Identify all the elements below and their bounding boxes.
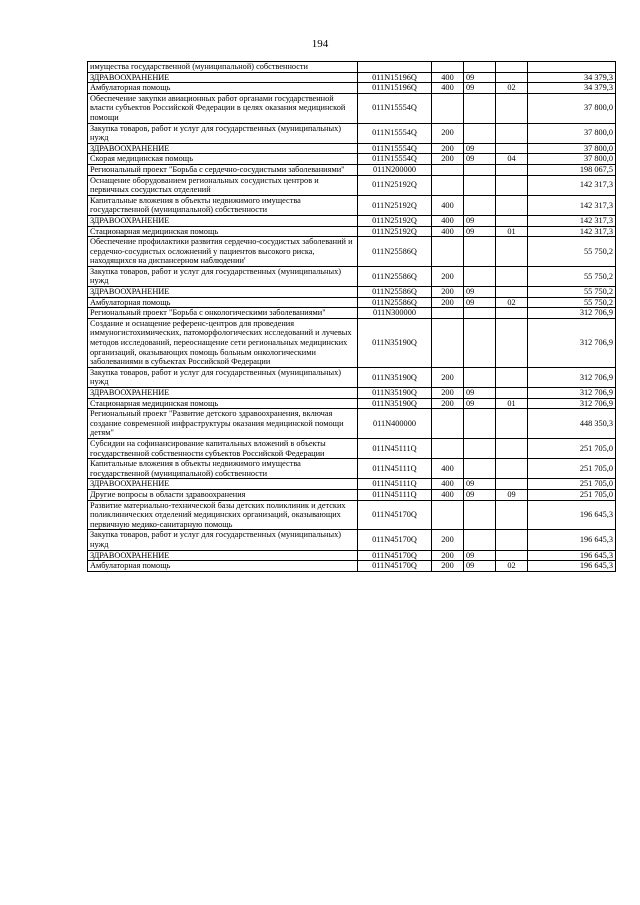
table-row bbox=[88, 287, 616, 298]
cell-sum: 312 706,9 bbox=[528, 308, 616, 319]
cell-name: Амбулаторная помощь bbox=[88, 561, 358, 572]
cell-name: Региональный проект "Борьба с сердечно-сосудистыми заболеваниями" bbox=[88, 164, 358, 175]
cell-name: Региональный проект "Развитие детского здравоохранения, включая создание современной инфраструктуры оказания медицинской помощи детям" bbox=[88, 409, 358, 439]
cell-csr bbox=[358, 62, 432, 73]
cell-name: Обеспечение профилактики развития сердечно-сосудистых заболеваний и сердечно-сосудистых осложнений у пациентов высокого риска, находящихся на диспансерном наблюдении' bbox=[88, 237, 358, 267]
page-number: 194 bbox=[311, 38, 329, 50]
cell-rz: 09 bbox=[464, 479, 496, 490]
cell-name: Капитальные вложения в объекты недвижимого имущества государственной (муниципальной) собственности bbox=[88, 195, 358, 215]
cell-pr bbox=[496, 287, 528, 298]
cell-vr: 200 bbox=[432, 398, 464, 409]
cell-vr: 400 bbox=[432, 215, 464, 226]
cell-vr: 200 bbox=[432, 297, 464, 308]
cell-vr: 400 bbox=[432, 479, 464, 490]
cell-sum: 198 067,5 bbox=[528, 164, 616, 175]
cell-vr: 400 bbox=[432, 83, 464, 94]
cell-pr: 02 bbox=[496, 83, 528, 94]
cell-csr: 011N45111Q bbox=[358, 489, 432, 500]
cell-sum: 251 705,0 bbox=[528, 459, 616, 479]
cell-vr bbox=[432, 62, 464, 73]
cell-name: Скорая медицинская помощь bbox=[88, 154, 358, 165]
cell-name: Создание и оснащение референс-центров для проведения иммуногистохимических, патоморфологических исследований и лучевых методов исследований, переоснащение сети региональных медицинских организаций, оказывающих помощь больным онкологическими заболеваниями в субъектах Российской Федерации bbox=[88, 318, 358, 367]
cell-csr: 011N45170Q bbox=[358, 530, 432, 550]
cell-pr: 09 bbox=[496, 489, 528, 500]
cell-name: ЗДРАВООХРАНЕНИЕ bbox=[88, 550, 358, 561]
cell-pr bbox=[496, 409, 528, 439]
cell-csr: 011N25192Q bbox=[358, 175, 432, 195]
cell-rz bbox=[464, 308, 496, 319]
table-row bbox=[88, 367, 616, 387]
cell-name: ЗДРАВООХРАНЕНИЕ bbox=[88, 479, 358, 490]
cell-vr: 400 bbox=[432, 489, 464, 500]
cell-rz bbox=[464, 459, 496, 479]
cell-vr: 200 bbox=[432, 550, 464, 561]
cell-sum: 312 706,9 bbox=[528, 367, 616, 387]
cell-pr bbox=[496, 530, 528, 550]
cell-sum: 142 317,3 bbox=[528, 195, 616, 215]
cell-name: Закупка товаров, работ и услуг для государственных (муниципальных) нужд bbox=[88, 123, 358, 143]
cell-rz: 09 bbox=[464, 215, 496, 226]
cell-csr: 011N25192Q bbox=[358, 226, 432, 237]
cell-csr: 011N45170Q bbox=[358, 500, 432, 530]
cell-vr bbox=[432, 175, 464, 195]
cell-vr bbox=[432, 500, 464, 530]
cell-csr: 011N25586Q bbox=[358, 297, 432, 308]
cell-name: Закупка товаров, работ и услуг для государственных (муниципальных) нужд bbox=[88, 530, 358, 550]
cell-sum: 251 705,0 bbox=[528, 489, 616, 500]
cell-pr bbox=[496, 123, 528, 143]
cell-pr: 04 bbox=[496, 154, 528, 165]
cell-pr bbox=[496, 93, 528, 123]
cell-name: Амбулаторная помощь bbox=[88, 297, 358, 308]
table-row bbox=[88, 561, 616, 572]
cell-rz bbox=[464, 237, 496, 267]
cell-pr: 01 bbox=[496, 398, 528, 409]
cell-sum: 34 379,3 bbox=[528, 72, 616, 83]
cell-pr: 01 bbox=[496, 226, 528, 237]
cell-name: ЗДРАВООХРАНЕНИЕ bbox=[88, 287, 358, 298]
cell-rz bbox=[464, 367, 496, 387]
table-row bbox=[88, 195, 616, 215]
cell-vr bbox=[432, 438, 464, 458]
cell-vr bbox=[432, 318, 464, 367]
table-row bbox=[88, 123, 616, 143]
cell-rz bbox=[464, 266, 496, 286]
cell-name: имущества государственной (муниципальной) собственности bbox=[88, 62, 358, 73]
cell-name: Региональный проект "Борьба с онкологическими заболеваниями" bbox=[88, 308, 358, 319]
cell-vr: 200 bbox=[432, 367, 464, 387]
cell-sum: 312 706,9 bbox=[528, 318, 616, 367]
cell-name: Стационарная медицинская помощь bbox=[88, 226, 358, 237]
cell-sum: 55 750,2 bbox=[528, 287, 616, 298]
cell-pr bbox=[496, 164, 528, 175]
cell-sum: 448 350,3 bbox=[528, 409, 616, 439]
cell-csr: 011N15554Q bbox=[358, 123, 432, 143]
cell-rz bbox=[464, 438, 496, 458]
cell-rz: 09 bbox=[464, 83, 496, 94]
table-row bbox=[88, 318, 616, 367]
cell-vr: 200 bbox=[432, 154, 464, 165]
cell-csr: 011N35190Q bbox=[358, 398, 432, 409]
table-row bbox=[88, 164, 616, 175]
cell-sum: 37 800,0 bbox=[528, 123, 616, 143]
cell-csr: 011N15554Q bbox=[358, 154, 432, 165]
cell-csr: 011N45111Q bbox=[358, 459, 432, 479]
cell-csr: 011N35190Q bbox=[358, 367, 432, 387]
cell-sum: 196 645,3 bbox=[528, 530, 616, 550]
cell-sum: 142 317,3 bbox=[528, 226, 616, 237]
cell-sum: 55 750,2 bbox=[528, 297, 616, 308]
cell-csr: 011N25192Q bbox=[358, 195, 432, 215]
cell-name: Стационарная медицинская помощь bbox=[88, 398, 358, 409]
cell-pr bbox=[496, 175, 528, 195]
cell-pr bbox=[496, 388, 528, 399]
cell-rz: 09 bbox=[464, 226, 496, 237]
cell-pr bbox=[496, 550, 528, 561]
cell-vr bbox=[432, 93, 464, 123]
cell-pr bbox=[496, 479, 528, 490]
budget-table bbox=[87, 61, 616, 572]
cell-pr bbox=[496, 237, 528, 267]
cell-rz: 09 bbox=[464, 489, 496, 500]
cell-rz bbox=[464, 93, 496, 123]
table-row bbox=[88, 398, 616, 409]
cell-csr: 011N25586Q bbox=[358, 266, 432, 286]
cell-name: Капитальные вложения в объекты недвижимого имущества государственной (муниципальной) собственности bbox=[88, 459, 358, 479]
cell-vr: 400 bbox=[432, 195, 464, 215]
cell-sum: 55 750,2 bbox=[528, 237, 616, 267]
cell-sum: 196 645,3 bbox=[528, 561, 616, 572]
table-row bbox=[88, 388, 616, 399]
table-row bbox=[88, 237, 616, 267]
cell-sum: 312 706,9 bbox=[528, 388, 616, 399]
cell-csr: 011N45111Q bbox=[358, 438, 432, 458]
cell-vr bbox=[432, 409, 464, 439]
cell-vr: 200 bbox=[432, 561, 464, 572]
cell-rz: 09 bbox=[464, 143, 496, 154]
cell-pr bbox=[496, 438, 528, 458]
cell-rz: 09 bbox=[464, 561, 496, 572]
cell-sum: 37 800,0 bbox=[528, 93, 616, 123]
cell-sum: 34 379,3 bbox=[528, 83, 616, 94]
cell-name: Закупка товаров, работ и услуг для государственных (муниципальных) нужд bbox=[88, 266, 358, 286]
cell-rz: 09 bbox=[464, 398, 496, 409]
cell-csr: 011N15196Q bbox=[358, 72, 432, 83]
table-row bbox=[88, 83, 616, 94]
cell-vr: 400 bbox=[432, 72, 464, 83]
cell-rz: 09 bbox=[464, 287, 496, 298]
table-row bbox=[88, 143, 616, 154]
cell-csr: 011N45170Q bbox=[358, 550, 432, 561]
table-row bbox=[88, 175, 616, 195]
table-row bbox=[88, 297, 616, 308]
cell-sum: 37 800,0 bbox=[528, 143, 616, 154]
cell-sum: 251 705,0 bbox=[528, 479, 616, 490]
cell-name: ЗДРАВООХРАНЕНИЕ bbox=[88, 143, 358, 154]
cell-csr: 011N35190Q bbox=[358, 318, 432, 367]
cell-csr: 011N15554Q bbox=[358, 93, 432, 123]
cell-csr: 011N300000 bbox=[358, 308, 432, 319]
cell-pr bbox=[496, 143, 528, 154]
table-row bbox=[88, 93, 616, 123]
cell-rz bbox=[464, 164, 496, 175]
cell-rz: 09 bbox=[464, 388, 496, 399]
cell-rz bbox=[464, 530, 496, 550]
cell-pr bbox=[496, 308, 528, 319]
cell-vr: 200 bbox=[432, 143, 464, 154]
cell-pr bbox=[496, 318, 528, 367]
cell-csr: 011N35190Q bbox=[358, 388, 432, 399]
cell-vr: 400 bbox=[432, 226, 464, 237]
cell-rz: 09 bbox=[464, 154, 496, 165]
cell-name: Развитие материально-технической базы детских поликлиник и детских поликлинических отделений медицинских организаций, оказывающих первичную медико-санитарную помощь bbox=[88, 500, 358, 530]
table-row bbox=[88, 479, 616, 490]
cell-vr: 200 bbox=[432, 388, 464, 399]
cell-vr bbox=[432, 237, 464, 267]
cell-name: ЗДРАВООХРАНЕНИЕ bbox=[88, 72, 358, 83]
cell-name: Другие вопросы в области здравоохранения bbox=[88, 489, 358, 500]
table-row bbox=[88, 62, 616, 73]
cell-rz bbox=[464, 62, 496, 73]
cell-rz bbox=[464, 195, 496, 215]
cell-rz bbox=[464, 175, 496, 195]
table-row bbox=[88, 72, 616, 83]
cell-vr: 200 bbox=[432, 287, 464, 298]
table-row bbox=[88, 489, 616, 500]
cell-vr: 200 bbox=[432, 266, 464, 286]
table-row bbox=[88, 550, 616, 561]
cell-sum: 312 706,9 bbox=[528, 398, 616, 409]
cell-pr bbox=[496, 500, 528, 530]
cell-pr bbox=[496, 266, 528, 286]
cell-vr: 200 bbox=[432, 123, 464, 143]
cell-rz bbox=[464, 409, 496, 439]
cell-sum: 196 645,3 bbox=[528, 550, 616, 561]
cell-sum: 251 705,0 bbox=[528, 438, 616, 458]
cell-vr: 200 bbox=[432, 530, 464, 550]
cell-vr bbox=[432, 164, 464, 175]
cell-rz: 09 bbox=[464, 550, 496, 561]
cell-csr: 011N25586Q bbox=[358, 287, 432, 298]
cell-rz bbox=[464, 318, 496, 367]
cell-csr: 011N400000 bbox=[358, 409, 432, 439]
table-row bbox=[88, 459, 616, 479]
cell-rz: 09 bbox=[464, 297, 496, 308]
cell-pr bbox=[496, 459, 528, 479]
cell-vr bbox=[432, 308, 464, 319]
table-row bbox=[88, 308, 616, 319]
cell-pr: 02 bbox=[496, 297, 528, 308]
cell-pr bbox=[496, 62, 528, 73]
cell-csr: 011N15554Q bbox=[358, 143, 432, 154]
cell-rz bbox=[464, 123, 496, 143]
cell-name: Субсидии на софинансирование капитальных вложений в объекты государственной собственности субъектов Российской Федерации bbox=[88, 438, 358, 458]
cell-sum: 196 645,3 bbox=[528, 500, 616, 530]
cell-csr: 011N15196Q bbox=[358, 83, 432, 94]
cell-csr: 011N25586Q bbox=[358, 237, 432, 267]
cell-sum: 142 317,3 bbox=[528, 175, 616, 195]
cell-sum: 55 750,2 bbox=[528, 266, 616, 286]
cell-pr bbox=[496, 215, 528, 226]
cell-pr bbox=[496, 367, 528, 387]
table-row bbox=[88, 215, 616, 226]
cell-sum: 142 317,3 bbox=[528, 215, 616, 226]
table-row bbox=[88, 154, 616, 165]
cell-name: Закупка товаров, работ и услуг для государственных (муниципальных) нужд bbox=[88, 367, 358, 387]
cell-name: Амбулаторная помощь bbox=[88, 83, 358, 94]
cell-pr bbox=[496, 72, 528, 83]
cell-pr: 02 bbox=[496, 561, 528, 572]
cell-name: Обеспечение закупки авиационных работ органами государственной власти субъектов Российской Федерации в целях оказания медицинской помощи bbox=[88, 93, 358, 123]
cell-sum: 37 800,0 bbox=[528, 154, 616, 165]
cell-rz bbox=[464, 500, 496, 530]
cell-name: ЗДРАВООХРАНЕНИЕ bbox=[88, 215, 358, 226]
cell-csr: 011N200000 bbox=[358, 164, 432, 175]
cell-csr: 011N45111Q bbox=[358, 479, 432, 490]
table-row bbox=[88, 409, 616, 439]
cell-name: Оснащение оборудованием региональных сосудистых центров и первичных сосудистых отделений bbox=[88, 175, 358, 195]
cell-name: ЗДРАВООХРАНЕНИЕ bbox=[88, 388, 358, 399]
cell-csr: 011N45170Q bbox=[358, 561, 432, 572]
table-row bbox=[88, 530, 616, 550]
table-row bbox=[88, 438, 616, 458]
cell-sum bbox=[528, 62, 616, 73]
cell-csr: 011N25192Q bbox=[358, 215, 432, 226]
cell-rz: 09 bbox=[464, 72, 496, 83]
table-row bbox=[88, 500, 616, 530]
table-row bbox=[88, 226, 616, 237]
cell-pr bbox=[496, 195, 528, 215]
cell-vr: 400 bbox=[432, 459, 464, 479]
table-row bbox=[88, 266, 616, 286]
